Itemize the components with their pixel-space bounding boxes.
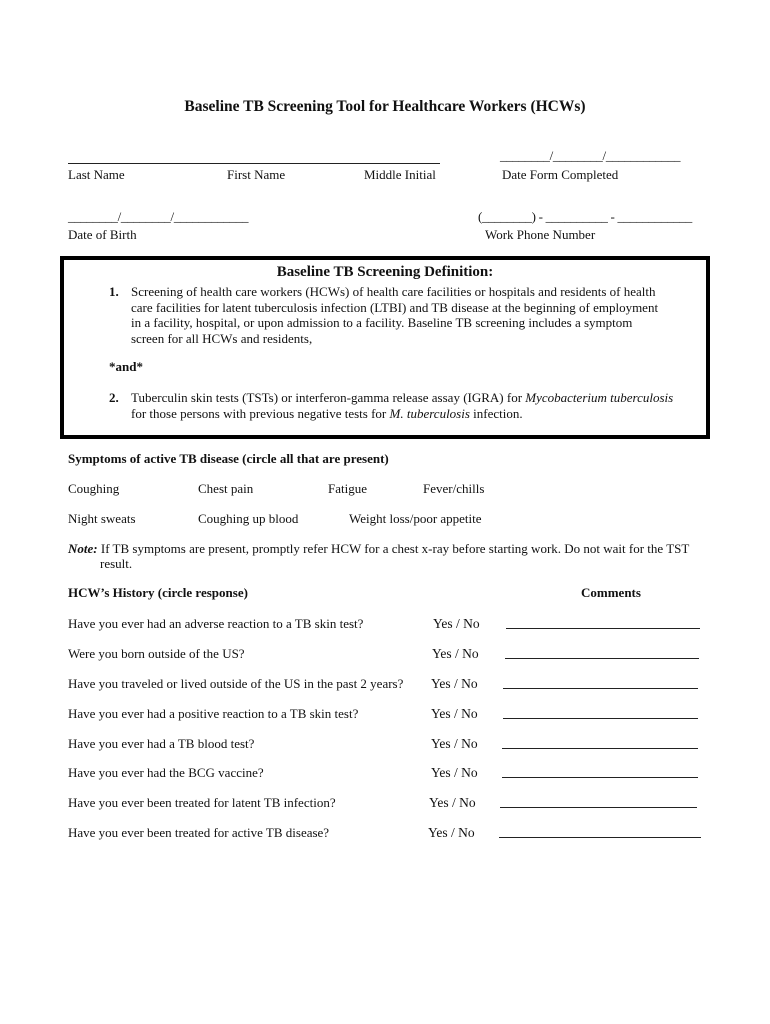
date-of-birth-field[interactable]: ________/________/____________: [68, 209, 249, 224]
symptom-coughing[interactable]: Coughing: [68, 481, 120, 496]
yes-no-response[interactable]: Yes / No: [431, 676, 478, 691]
first-name-label: First Name: [227, 167, 286, 182]
symptom-chest-pain[interactable]: Chest pain: [198, 481, 254, 496]
item-2-line1-text: Tuberculin skin tests (TSTs) or interferon-gamma release assay (IGRA) for: [131, 390, 526, 405]
symptoms-heading: Symptoms of active TB disease (circle all that are present): [68, 451, 389, 466]
symptom-weight-loss[interactable]: Weight loss/poor appetite: [349, 511, 482, 526]
last-name-label: Last Name: [68, 167, 125, 182]
comment-line[interactable]: [506, 628, 700, 629]
item-2-line2-italic: M. tuberculosis: [389, 405, 470, 421]
history-question: Have you ever had a TB blood test?: [68, 736, 255, 751]
item-1-line: Screening of health care workers (HCWs) of health care facilities or hospitals and residents of health: [131, 284, 656, 299]
name-line[interactable]: [68, 163, 440, 164]
yes-no-response[interactable]: Yes / No: [431, 765, 478, 780]
note-line-1: [68, 541, 689, 557]
definition-heading: Baseline TB Screening Definition:: [276, 264, 494, 280]
comments-heading: Comments: [581, 585, 641, 600]
yes-no-response[interactable]: Yes / No: [428, 825, 475, 840]
note-label: Note:: [68, 541, 98, 556]
yes-no-response[interactable]: Yes / No: [432, 646, 479, 661]
yes-no-response[interactable]: Yes / No: [431, 706, 478, 721]
comment-line[interactable]: [502, 777, 698, 778]
item-1-number: 1.: [109, 284, 119, 299]
comment-line[interactable]: [502, 748, 698, 749]
symptom-coughing-up-blood[interactable]: Coughing up blood: [198, 511, 299, 526]
date-form-completed-label: Date Form Completed: [502, 167, 619, 182]
item-2-number: 2.: [109, 390, 119, 405]
comment-line[interactable]: [503, 718, 698, 719]
yes-no-response[interactable]: Yes / No: [433, 616, 480, 631]
history-question: Have you ever been treated for active TB disease?: [68, 825, 330, 840]
item-2-line2-text: for those persons with previous negative tests for: [131, 405, 390, 421]
middle-initial-label: Middle Initial: [364, 167, 436, 182]
history-question: Have you ever had a positive reaction to a TB skin test?: [68, 706, 359, 721]
note-text: If TB symptoms are present, promptly refer HCW for a chest x-ray before starting work. Do not wait for the TST: [97, 541, 690, 556]
item-2-text: [131, 390, 673, 421]
item-2-line2-suffix: infection.: [469, 405, 523, 421]
definition-box: [60, 256, 710, 439]
item-1-line: screen for all HCWs and residents,: [131, 330, 313, 346]
comment-line[interactable]: [500, 807, 697, 808]
comment-line[interactable]: [503, 688, 698, 689]
yes-no-response[interactable]: Yes / No: [429, 795, 476, 810]
symptom-night-sweats[interactable]: Night sweats: [68, 511, 136, 526]
history-question: Have you traveled or lived outside of the US in the past 2 years?: [68, 676, 404, 691]
symptom-fever-chills[interactable]: Fever/chills: [423, 481, 485, 496]
history-question: Have you ever had the BCG vaccine?: [68, 765, 264, 780]
yes-no-response[interactable]: Yes / No: [431, 736, 478, 751]
form-title: Baseline TB Screening Tool for Healthcare Workers (HCWs): [184, 98, 586, 115]
item-1-line: care facilities for latent tuberculosis infection (LTBI) and TB disease at the beginning of employment: [131, 299, 659, 315]
work-phone-label: Work Phone Number: [485, 227, 596, 242]
comment-line[interactable]: [499, 837, 701, 838]
item-1-text: [131, 284, 658, 346]
date-of-birth-label: Date of Birth: [68, 227, 137, 242]
item-1-line: in a facility, hospital, or upon admission to a facility. Baseline TB screening includes a symptom: [131, 315, 633, 330]
symptom-fatigue[interactable]: Fatigue: [328, 481, 367, 496]
comment-line[interactable]: [505, 658, 699, 659]
history-question: Have you ever had an adverse reaction to a TB skin test?: [68, 616, 364, 631]
history-heading: HCW’s History (circle response): [68, 585, 248, 600]
date-form-completed-field[interactable]: ________/________/____________: [500, 148, 681, 163]
work-phone-field[interactable]: (________) - __________ - ____________: [478, 209, 692, 224]
and-text: *and*: [109, 359, 143, 374]
item-2-line1-italic: Mycobacterium tuberculosis: [525, 390, 674, 405]
note-line-2: result.: [100, 556, 133, 571]
history-question: Were you born outside of the US?: [68, 646, 245, 661]
history-question: Have you ever been treated for latent TB infection?: [68, 795, 336, 810]
